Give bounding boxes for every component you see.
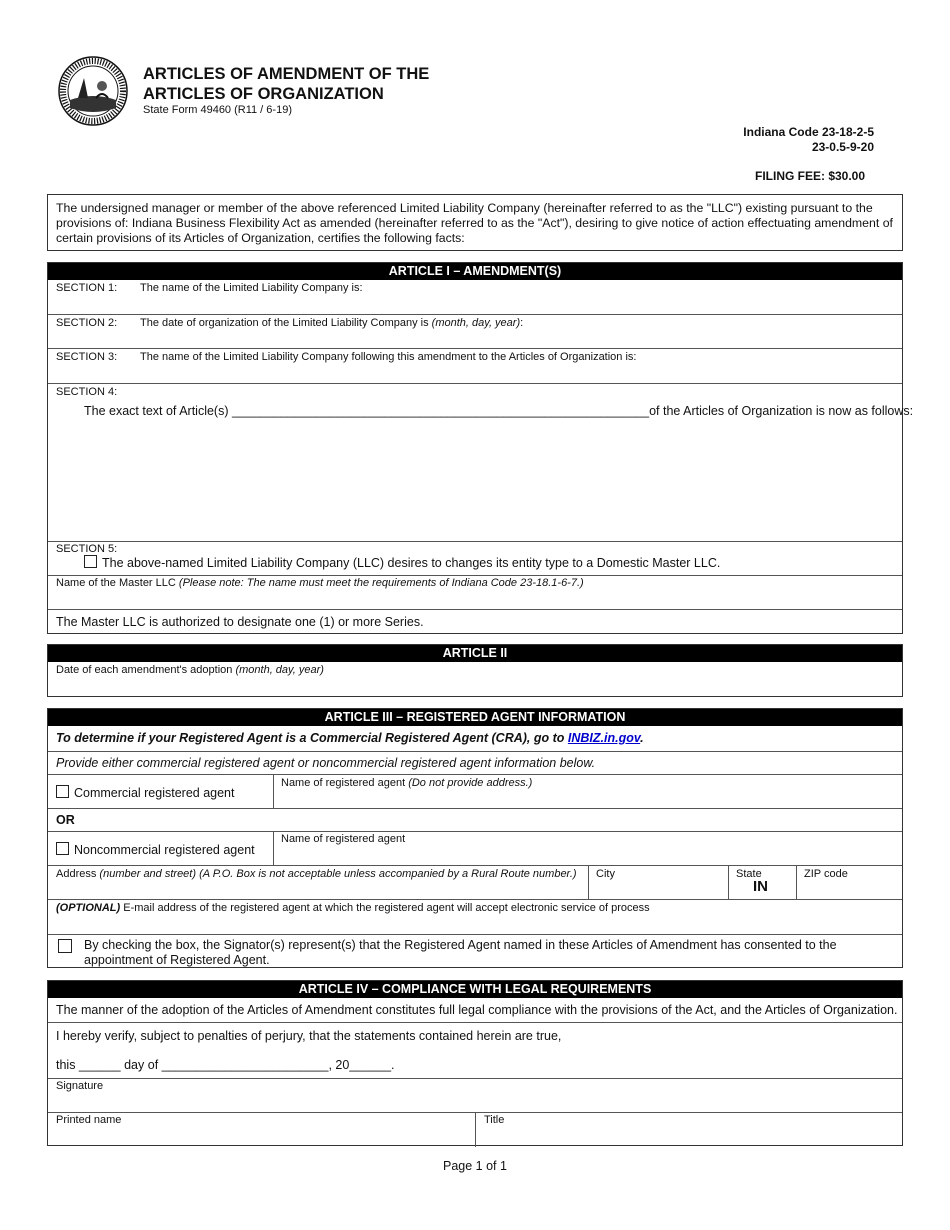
commercial-agent-name-label: Name of registered agent — [281, 777, 406, 789]
address-hint: (number and street) (A P.O. Box is not acceptable unless accompanied by a Rural Route number.) — [99, 868, 577, 880]
adoption-date-caption — [56, 664, 324, 676]
form-title — [143, 64, 429, 104]
signature-field[interactable] — [48, 1078, 902, 1113]
section-1[interactable] — [48, 280, 902, 314]
section-4-text-b: of the Articles of Organization is now as follows: — [649, 404, 914, 418]
cra-instruction — [48, 726, 902, 750]
master-llc-name-note: (Please note: The name must meet the requirements of Indiana Code 23-18.1-6-7.) — [178, 577, 584, 589]
code-line-2: 23-0.5-9-20 — [811, 140, 874, 154]
verification-block — [48, 1022, 902, 1079]
section-2-hint: (month, day, year) — [431, 317, 521, 329]
date-line[interactable]: this ______ day of ________________________, 20______. — [56, 1058, 395, 1072]
adoption-date-field[interactable] — [48, 662, 902, 696]
commercial-agent-row — [48, 774, 902, 809]
intro-statement: The undersigned manager or member of the above referenced Limited Liability Company (hereinafter referred to as the "LLC") existing pursuant to the provisions of: Indiana Business Flexibility Act as amended (hereinafter referred to as the "Act"), desiring to give notice of action effectuating amendment of certain provisions of its Articles of Organization, certifies the following facts: — [47, 194, 903, 251]
commercial-agent-option — [56, 785, 235, 800]
section-4-label: SECTION 4: — [56, 386, 118, 398]
article-1-block — [47, 262, 914, 634]
master-llc-name-field[interactable] — [48, 575, 902, 610]
commercial-agent-name-field[interactable] — [281, 777, 532, 789]
signature-label: Signature — [56, 1080, 104, 1092]
section-5 — [48, 541, 902, 576]
address-field[interactable] — [56, 868, 577, 880]
title-line-2: ARTICLES OF ORGANIZATION — [143, 85, 384, 103]
filing-fee: FILING FEE: $30.00 — [755, 169, 866, 183]
code-line-1: Indiana Code 23-18-2-5 — [743, 125, 874, 139]
commercial-agent-checkbox[interactable] — [56, 785, 69, 798]
indiana-code — [725, 125, 875, 155]
verify-text: I hereby verify, subject to penalties of perjury, that the statements contained herein are true, — [56, 1029, 562, 1043]
cra-end: . — [640, 731, 644, 745]
article-4-block — [47, 980, 903, 1146]
commercial-agent-name-hint: (Do not provide address.) — [408, 777, 533, 789]
noncommercial-agent-label: Noncommercial registered agent — [74, 843, 255, 857]
noncommercial-agent-name-field[interactable]: Name of registered agent — [281, 833, 406, 845]
noncommercial-agent-row — [48, 831, 902, 866]
series-text: The Master LLC is authorized to designate one (1) or more Series. — [56, 615, 424, 629]
agent-email-field[interactable] — [48, 899, 902, 935]
section-2-colon: : — [520, 317, 524, 329]
commercial-agent-label: Commercial registered agent — [74, 786, 235, 800]
address-label: Address — [56, 868, 97, 880]
compliance-statement — [48, 998, 902, 1022]
agent-email-caption — [56, 902, 650, 914]
section-4[interactable] — [48, 383, 914, 542]
noncommercial-agent-checkbox[interactable] — [56, 842, 69, 855]
article-1-heading: ARTICLE I – AMENDMENT(S) — [48, 263, 902, 280]
article-4-heading: ARTICLE IV – COMPLIANCE WITH LEGAL REQUIREMENTS — [48, 981, 902, 998]
title-field[interactable]: Title — [484, 1114, 505, 1126]
state-value[interactable]: IN — [753, 878, 768, 895]
article-2-block — [47, 644, 903, 697]
section-4-article-blank[interactable]: ____________________________________________________________ — [231, 404, 650, 418]
or-text: OR — [56, 813, 75, 827]
section-2-text: The date of organization of the Limited Liability Company is — [140, 317, 429, 329]
section-4-text-a: The exact text of Article(s) — [84, 404, 232, 418]
article-2-heading: ARTICLE II — [48, 645, 902, 662]
agent-consent-checkbox[interactable] — [58, 939, 72, 953]
state-seal-icon — [58, 56, 128, 126]
state-field-label: State — [736, 868, 762, 880]
section-3-text: The name of the Limited Liability Company following this amendment to the Articles of Organization is: — [140, 351, 637, 363]
section-4-text — [84, 404, 913, 418]
article-3-heading: ARTICLE III – REGISTERED AGENT INFORMATION — [48, 709, 902, 726]
compliance-text: The manner of the adoption of the Articles of Amendment constitutes full legal compliance with the provisions of the Act, and the Articles of Organization. — [56, 1003, 898, 1017]
or-divider — [48, 808, 902, 832]
name-title-row — [48, 1112, 902, 1147]
section-3[interactable] — [48, 348, 902, 383]
cra-text: To determine if your Registered Agent is a Commercial Registered Agent (CRA), go to — [56, 731, 568, 745]
section-5-text: The above-named Limited Liability Company (LLC) desires to changes its entity type to a Domestic Master LLC. — [102, 556, 721, 570]
master-llc-checkbox[interactable] — [84, 555, 97, 568]
master-llc-name-caption — [56, 577, 584, 589]
section-3-label: SECTION 3: — [56, 351, 118, 363]
adoption-date-label: Date of each amendment's adoption — [56, 664, 233, 676]
inbiz-link[interactable]: INBIZ.in.gov — [567, 731, 641, 745]
email-optional-tag: (OPTIONAL) — [56, 902, 121, 914]
agent-consent-row — [48, 934, 902, 968]
section-2[interactable] — [48, 314, 902, 349]
section-1-label: SECTION 1: — [56, 282, 118, 294]
provide-text: Provide either commercial registered agent or noncommercial registered agent information below. — [56, 756, 596, 770]
email-label: E-mail address of the registered agent at which the registered agent will accept electronic service of process — [123, 902, 650, 914]
article-3-block — [47, 708, 903, 968]
city-field[interactable]: City — [596, 868, 615, 880]
section-2-label: SECTION 2: — [56, 317, 118, 329]
section-5-label: SECTION 5: — [56, 543, 118, 555]
printed-name-field[interactable]: Printed name — [56, 1114, 122, 1126]
series-statement — [48, 609, 902, 634]
noncommercial-agent-option — [56, 842, 255, 857]
adoption-date-hint: (month, day, year) — [235, 664, 324, 676]
section-5-option — [84, 555, 720, 570]
form-number: State Form 49460 (R11 / 6-19) — [143, 104, 292, 116]
provide-instruction — [48, 751, 902, 775]
agent-address-row — [48, 865, 902, 900]
section-1-text: The name of the Limited Liability Company is: — [140, 282, 363, 294]
master-llc-name-label: Name of the Master LLC — [56, 577, 176, 589]
agent-consent-text: By checking the box, the Signator(s) represent(s) that the Registered Agent named in these Articles of Amendment has consented to the appointment of Registered Agent. — [84, 938, 837, 967]
cra-instruction-text — [56, 731, 644, 745]
zip-field[interactable]: ZIP code — [804, 868, 848, 880]
section-2-text-wrap — [140, 317, 523, 329]
title-line-1: ARTICLES OF AMENDMENT OF THE — [143, 65, 430, 83]
page-number: Page 1 of 1 — [443, 1159, 507, 1173]
